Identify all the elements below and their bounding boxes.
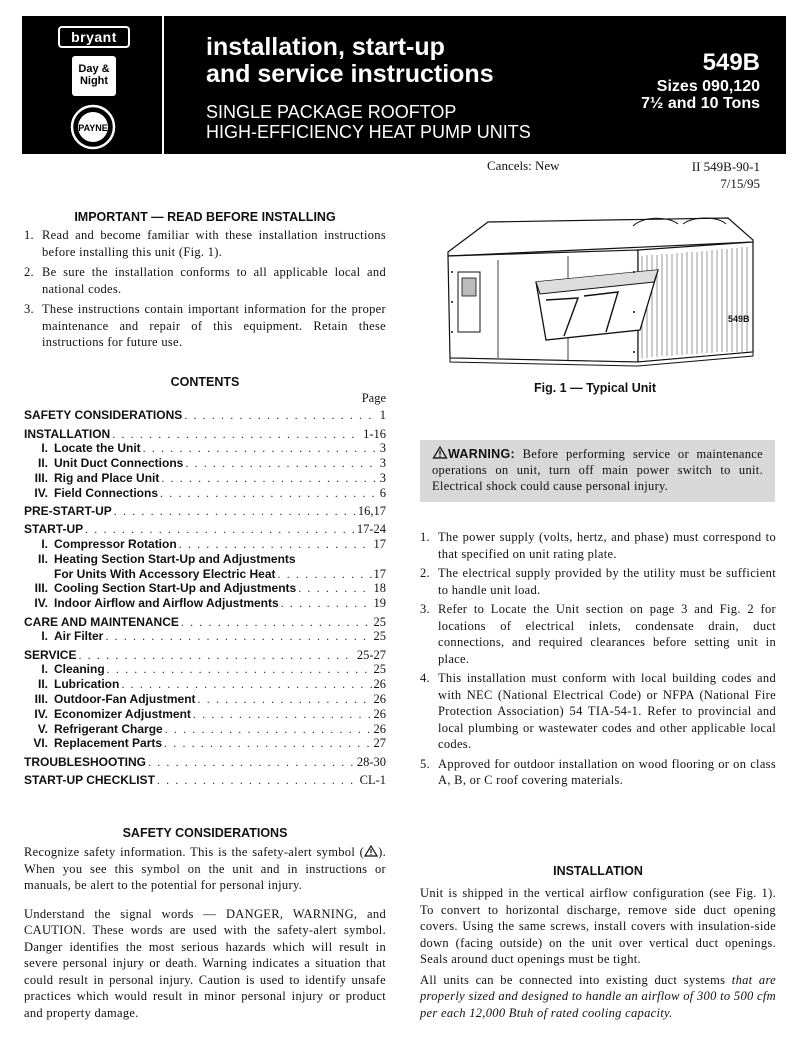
toc-leader: [157, 773, 358, 788]
toc-page: 1-16: [363, 426, 386, 441]
toc-roman: I.: [41, 537, 48, 552]
toc-leader: [160, 486, 378, 501]
list-text: Approved for outdoor installation on wood flooring or on class A, B, or C roof covering materials.: [438, 756, 776, 787]
toc-roman: IV.: [34, 485, 48, 500]
list-number: 5.: [420, 756, 430, 771]
toc-leader: [165, 722, 372, 737]
daynight-line2: Night: [79, 75, 109, 87]
toc-label: CARE AND MAINTENANCE: [24, 614, 179, 629]
toc-page: 6: [379, 485, 386, 500]
contents-heading: CONTENTS: [170, 375, 240, 389]
unit-tons: 7½ and 10 Tons: [641, 95, 760, 112]
toc-label: Economizer Adjustment: [54, 706, 191, 721]
daynight-line1: Day &: [78, 63, 110, 75]
unit-label: 549B: [728, 314, 750, 324]
payne-logo-text: PAYNE: [78, 123, 108, 133]
toc-entry: [24, 441, 386, 456]
toc-roman: V.: [37, 721, 48, 736]
toc-entry: [24, 614, 386, 629]
typical-unit-illustration: [428, 212, 768, 370]
toc-page: 1: [379, 408, 386, 423]
toc-roman: III.: [34, 581, 48, 596]
safety-p1-end: ). When you see this symbol on the unit and in instructions or manuals, be alert to the potential for personal injury.: [24, 845, 386, 892]
toc-roman: II.: [37, 456, 48, 471]
safety-body: [24, 844, 386, 1021]
toc-page: CL-1: [359, 773, 386, 788]
toc-label: Air Filter: [54, 629, 104, 644]
list-text: This installation must conform with local building codes and with NEC (National Electrical Code) or NFPA (National Fire Protection Association) 54 TIA-54-1. Refer to provincial and local plumbing or wastewater codes and other applicable local codes.: [438, 671, 776, 751]
list-text: These instructions contain important information for the proper maintenance and repair of this equipment. Retain these instructions for future use.: [42, 302, 386, 349]
toc-label: Unit Duct Connections: [54, 456, 184, 471]
list-number: 2.: [24, 265, 34, 279]
requirements-list: [420, 529, 776, 792]
safety-paragraph-2: Understand the signal words — DANGER, WARNING, and CAUTION. These words are used with the safety-alert symbol. Danger identifies the most serious hazards which will result in severe personal injury or death. Warning indicates a situation that could result in personal injury. Caution is used to identify unsafe practices which would result in minor personal injury or product and property damage.: [24, 906, 386, 1020]
toc-leader: [181, 615, 372, 630]
day-and-night-logo: [72, 56, 116, 96]
installation-paragraph-1: Unit is shipped in the vertical airflow configuration (see Fig. 1). To convert to horizontal discharge, remove side duct opening covers. Using the same screws, install covers with insulation-side down (facing outside) on the unit over vertical duct openings. Seals around duct openings must be tight.: [420, 886, 776, 966]
toc-page: 17-24: [356, 522, 386, 537]
toc-page: 16,17: [357, 503, 386, 518]
toc-page: 19: [373, 596, 386, 611]
toc-label: Cooling Section Start-Up and Adjustments: [54, 581, 297, 596]
toc-leader: [185, 456, 377, 471]
toc-label: Compressor Rotation: [54, 537, 177, 552]
model-number: 549B: [702, 49, 760, 76]
toc-entry: [24, 662, 386, 677]
brand-logos: [22, 16, 164, 154]
toc-leader: [148, 755, 355, 770]
toc-entry: [24, 692, 386, 707]
toc-roman: II.: [37, 677, 48, 692]
bryant-logo: bryant: [58, 26, 130, 48]
toc-entry: [24, 408, 386, 423]
toc-roman: VI.: [33, 736, 48, 751]
toc-leader: [193, 707, 372, 722]
toc-page: 18: [373, 581, 386, 596]
toc-label: START-UP CHECKLIST: [24, 773, 155, 788]
toc-page: 25: [373, 662, 386, 677]
model-info: [641, 48, 760, 112]
list-text: Read and become familiar with these installation instructions before installing this unit (Fig. 1).: [42, 228, 386, 259]
doc-date: 7/15/95: [720, 176, 760, 191]
installation-paragraph-2: [420, 972, 776, 1022]
toc-label: Heating Section Start-Up and Adjustments: [54, 551, 296, 566]
document-subtitle: [206, 102, 531, 142]
toc-entry: [24, 426, 386, 441]
toc-leader: [143, 441, 378, 456]
toc-entry: [24, 721, 386, 736]
toc-label: Field Connections: [54, 485, 159, 500]
list-number: 2.: [420, 566, 430, 580]
unit-sizes: Sizes 090,120: [656, 78, 760, 95]
toc-leader: [278, 567, 372, 582]
requirement-item: [420, 529, 776, 562]
toc-entry: [24, 471, 386, 486]
toc-leader: [184, 408, 378, 423]
doc-number: II 549B-90-1: [691, 159, 760, 174]
toc-entry: [24, 707, 386, 722]
toc-label: For Units With Accessory Electric Heat: [54, 566, 276, 581]
installation-body: [420, 885, 776, 1021]
toc-entry: [24, 566, 386, 581]
toc-leader: [114, 504, 356, 519]
toc-page: 3: [379, 456, 386, 471]
installation-p2-start: All units can be connected into existing duct systems: [420, 972, 732, 987]
figure-caption: Fig. 1 — Typical Unit: [533, 381, 656, 395]
toc-leader: [179, 537, 372, 552]
toc-entry: [24, 736, 386, 751]
toc-page: 25: [373, 614, 386, 629]
document-id: [692, 158, 760, 192]
toc-entry: [24, 755, 386, 770]
toc-page: 28-30: [356, 754, 386, 769]
installation-p2-italic: that are properly sized and designed to handle an airflow of 300 to 500 cfm per each 12,000 Btuh of rated cooling capacity.: [420, 972, 776, 1020]
important-item: [24, 301, 386, 351]
list-number: 1.: [24, 228, 34, 242]
safety-alert-icon: [364, 845, 378, 857]
toc-page: 17: [373, 566, 386, 581]
toc-label: Rig and Place Unit: [54, 470, 160, 485]
list-number: 4.: [420, 671, 430, 685]
toc-label: Refrigerant Charge: [54, 721, 163, 736]
requirement-item: [420, 601, 776, 667]
list-text: Refer to Locate the Unit section on page 3 and Fig. 2 for locations of electrical inlets, condensate drain, duct connections, and required clearances before setting unit in place.: [438, 602, 776, 666]
toc-entry: [24, 537, 386, 552]
title-line2: and service instructions: [206, 60, 494, 88]
toc-roman: III.: [34, 692, 48, 707]
title-line1: installation, start-up: [206, 33, 445, 61]
warning-label: WARNING:: [448, 447, 515, 461]
toc-label: PRE-START-UP: [24, 503, 112, 518]
payne-logo: [69, 104, 117, 150]
safety-heading: SAFETY CONSIDERATIONS: [122, 826, 288, 840]
toc-page: 27: [373, 736, 386, 751]
toc-page: 25: [373, 629, 386, 644]
toc-roman: IV.: [34, 706, 48, 721]
toc-page: 26: [373, 692, 386, 707]
toc-page: 3: [379, 441, 386, 456]
list-number: 3.: [24, 302, 34, 316]
toc-label: Lubrication: [54, 677, 120, 692]
toc-label: Replacement Parts: [54, 736, 163, 751]
toc-page: 3: [379, 470, 386, 485]
safety-paragraph-1: [24, 844, 386, 894]
subtitle-line2: HIGH-EFFICIENCY HEAT PUMP UNITS: [206, 122, 531, 142]
toc-leader: [85, 522, 355, 537]
toc-entry: [24, 596, 386, 611]
toc-label: Cleaning: [54, 662, 105, 677]
cancels-note: Cancels: New: [487, 158, 560, 173]
header-banner: [22, 16, 786, 154]
toc-entry: [24, 581, 386, 596]
toc-label: Outdoor-Fan Adjustment: [54, 692, 196, 707]
toc-roman: I.: [41, 629, 48, 644]
important-heading: IMPORTANT — READ BEFORE INSTALLING: [74, 210, 336, 224]
toc-entry: [24, 677, 386, 692]
list-number: 1.: [420, 530, 430, 544]
toc-roman: II.: [37, 551, 48, 566]
toc-entry: [24, 522, 386, 537]
toc-page: 17: [373, 537, 386, 552]
toc-roman: I.: [41, 441, 48, 456]
toc-page: 26: [373, 677, 386, 692]
toc-label: Locate the Unit: [54, 441, 141, 456]
safety-p1-start: Recognize safety information. This is the safety-alert symbol (: [24, 845, 365, 859]
toc-page: 26: [373, 721, 386, 736]
document-title: [206, 34, 494, 88]
list-number: 3.: [420, 602, 430, 616]
toc-leader: [78, 648, 354, 663]
warning-text: Before performing service or maintenance operations on unit, turn off main power switch to unit. Electrical shock could cause personal injury.: [432, 447, 763, 493]
toc-label: TROUBLESHOOTING: [24, 754, 146, 769]
toc-roman: I.: [41, 662, 48, 677]
toc-entry: [24, 552, 386, 567]
requirement-item: [420, 670, 776, 753]
list-text: The power supply (volts, hertz, and phase) must correspond to that specified on unit rating plate.: [438, 530, 776, 561]
important-item: [24, 264, 386, 297]
important-item: [24, 227, 386, 260]
toc-page: 25-27: [356, 647, 386, 662]
toc-leader: [198, 692, 372, 707]
installation-heading: INSTALLATION: [553, 864, 643, 878]
important-list: [24, 227, 386, 355]
warning-alert-icon: [432, 446, 448, 459]
toc-leader: [298, 581, 371, 596]
toc-entry: [24, 647, 386, 662]
toc-roman: III.: [34, 470, 48, 485]
toc-label: START-UP: [24, 522, 84, 537]
toc-label: SERVICE: [24, 647, 77, 662]
list-text: The electrical supply provided by the utility must be sufficient to handle unit load.: [438, 566, 776, 597]
toc-leader: [164, 736, 371, 751]
list-text: Be sure the installation conforms to all applicable local and national codes.: [42, 265, 386, 296]
toc-entry: [24, 773, 386, 788]
contents-page-label: Page: [361, 391, 386, 405]
toc-label: SAFETY CONSIDERATIONS: [24, 408, 183, 423]
toc-entry: [24, 485, 386, 500]
requirement-item: [420, 565, 776, 598]
table-of-contents: [24, 408, 386, 788]
toc-label: INSTALLATION: [24, 426, 111, 441]
warning-box: [420, 440, 775, 502]
toc-entry: [24, 504, 386, 519]
toc-leader: [112, 427, 361, 442]
subtitle-line1: SINGLE PACKAGE ROOFTOP: [206, 102, 457, 122]
toc-leader: [107, 662, 372, 677]
toc-entry: [24, 456, 386, 471]
toc-leader: [281, 596, 372, 611]
toc-leader: [121, 677, 371, 692]
toc-leader: [105, 629, 371, 644]
toc-entry: [24, 629, 386, 644]
toc-page: 26: [373, 706, 386, 721]
toc-label: Indoor Airflow and Airflow Adjustments: [54, 596, 279, 611]
toc-leader: [161, 471, 377, 486]
toc-roman: IV.: [34, 596, 48, 611]
requirement-item: [420, 756, 776, 789]
